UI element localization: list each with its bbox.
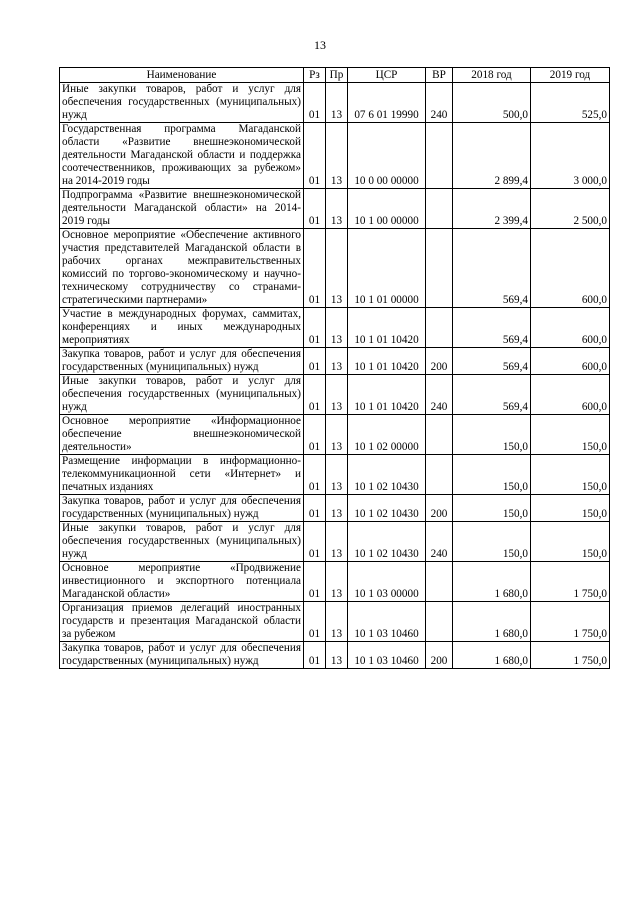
- row-pr: 13: [326, 375, 348, 415]
- row-2018: 150,0: [453, 522, 531, 562]
- row-pr: 13: [326, 123, 348, 189]
- row-name: Закупка товаров, работ и услуг для обеспечения государственных (муниципальных) нужд: [60, 642, 304, 669]
- row-pr: 13: [326, 602, 348, 642]
- row-2018: 569,4: [453, 229, 531, 308]
- row-2018: 569,4: [453, 375, 531, 415]
- row-2019: 150,0: [531, 455, 610, 495]
- table-row: [60, 415, 610, 455]
- budget-table: [59, 67, 610, 669]
- row-name: Государственная программа Магаданской области «Развитие внешнеэкономической деятельности Магаданской области и поддержка соотечественников, проживающих за рубежом» на 2014-2019 годы: [60, 123, 304, 189]
- row-pr: 13: [326, 348, 348, 375]
- table-row: [60, 522, 610, 562]
- row-2019: 150,0: [531, 415, 610, 455]
- table-row: [60, 375, 610, 415]
- row-csr: 10 1 03 10460: [348, 602, 426, 642]
- table-row: [60, 348, 610, 375]
- table-row: [60, 189, 610, 229]
- row-2019: 600,0: [531, 348, 610, 375]
- row-csr: 07 6 01 19990: [348, 83, 426, 123]
- row-2019: 3 000,0: [531, 123, 610, 189]
- row-2018: 1 680,0: [453, 562, 531, 602]
- row-pr: 13: [326, 522, 348, 562]
- row-csr: 10 1 03 10460: [348, 642, 426, 669]
- row-vr: [426, 189, 453, 229]
- row-name: Организация приемов делегаций иностранных государств и презентация Магаданской области за рубежом: [60, 602, 304, 642]
- row-rz: 01: [304, 642, 326, 669]
- row-csr: 10 1 02 10430: [348, 495, 426, 522]
- row-name: Основное мероприятие «Продвижение инвестиционного и экспортного потенциала Магаданской области»: [60, 562, 304, 602]
- row-pr: 13: [326, 495, 348, 522]
- header-rz: Рз: [304, 68, 326, 83]
- row-name: Закупка товаров, работ и услуг для обеспечения государственных (муниципальных) нужд: [60, 495, 304, 522]
- row-2019: 1 750,0: [531, 642, 610, 669]
- row-vr: [426, 123, 453, 189]
- row-pr: 13: [326, 415, 348, 455]
- header-2019: 2019 год: [531, 68, 610, 83]
- row-csr: 10 1 03 00000: [348, 562, 426, 602]
- row-vr: [426, 415, 453, 455]
- row-2018: 150,0: [453, 415, 531, 455]
- row-2018: 569,4: [453, 348, 531, 375]
- header-pr: Пр: [326, 68, 348, 83]
- row-pr: 13: [326, 562, 348, 602]
- row-rz: 01: [304, 123, 326, 189]
- row-pr: 13: [326, 229, 348, 308]
- row-2019: 600,0: [531, 229, 610, 308]
- table-row: [60, 308, 610, 348]
- row-name: Иные закупки товаров, работ и услуг для обеспечения государственных (муниципальных) нужд: [60, 83, 304, 123]
- row-2018: 500,0: [453, 83, 531, 123]
- row-csr: 10 0 00 00000: [348, 123, 426, 189]
- row-2019: 525,0: [531, 83, 610, 123]
- row-name: Иные закупки товаров, работ и услуг для обеспечения государственных (муниципальных) нужд: [60, 375, 304, 415]
- row-pr: 13: [326, 189, 348, 229]
- row-name: Иные закупки товаров, работ и услуг для обеспечения государственных (муниципальных) нужд: [60, 522, 304, 562]
- row-2019: 1 750,0: [531, 602, 610, 642]
- row-2018: 150,0: [453, 455, 531, 495]
- row-rz: 01: [304, 602, 326, 642]
- row-rz: 01: [304, 562, 326, 602]
- row-2018: 2 399,4: [453, 189, 531, 229]
- row-rz: 01: [304, 83, 326, 123]
- row-rz: 01: [304, 348, 326, 375]
- row-2019: 2 500,0: [531, 189, 610, 229]
- row-2019: 150,0: [531, 495, 610, 522]
- row-name: Подпрограмма «Развитие внешнеэкономической деятельности Магаданской области» на 2014-2019 годы: [60, 189, 304, 229]
- row-name: Закупка товаров, работ и услуг для обеспечения государственных (муниципальных) нужд: [60, 348, 304, 375]
- row-vr: 200: [426, 348, 453, 375]
- row-2018: 150,0: [453, 495, 531, 522]
- row-rz: 01: [304, 229, 326, 308]
- row-rz: 01: [304, 189, 326, 229]
- row-2018: 2 899,4: [453, 123, 531, 189]
- row-2018: 569,4: [453, 308, 531, 348]
- row-vr: 240: [426, 375, 453, 415]
- header-name: Наименование: [60, 68, 304, 83]
- row-vr: [426, 455, 453, 495]
- row-csr: 10 1 01 10420: [348, 375, 426, 415]
- table-row: [60, 455, 610, 495]
- row-2019: 150,0: [531, 522, 610, 562]
- row-rz: 01: [304, 375, 326, 415]
- row-rz: 01: [304, 308, 326, 348]
- page-number: 13: [314, 38, 326, 52]
- row-vr: [426, 229, 453, 308]
- row-rz: 01: [304, 495, 326, 522]
- row-rz: 01: [304, 522, 326, 562]
- header-vr: ВР: [426, 68, 453, 83]
- row-rz: 01: [304, 455, 326, 495]
- row-vr: [426, 308, 453, 348]
- row-pr: 13: [326, 642, 348, 669]
- row-csr: 10 1 02 10430: [348, 522, 426, 562]
- row-csr: 10 1 02 10430: [348, 455, 426, 495]
- header-2018: 2018 год: [453, 68, 531, 83]
- row-vr: 240: [426, 522, 453, 562]
- row-pr: 13: [326, 83, 348, 123]
- table-row: [60, 229, 610, 308]
- header-row: [60, 68, 610, 83]
- table-row: [60, 562, 610, 602]
- row-vr: 200: [426, 642, 453, 669]
- row-csr: 10 1 01 00000: [348, 229, 426, 308]
- table-row: [60, 83, 610, 123]
- row-vr: [426, 562, 453, 602]
- header-csr: ЦСР: [348, 68, 426, 83]
- row-csr: 10 1 01 10420: [348, 308, 426, 348]
- row-csr: 10 1 02 00000: [348, 415, 426, 455]
- table-row: [60, 123, 610, 189]
- row-vr: [426, 602, 453, 642]
- row-csr: 10 1 00 00000: [348, 189, 426, 229]
- row-2019: 1 750,0: [531, 562, 610, 602]
- table-row: [60, 602, 610, 642]
- row-name: Размещение информации в информационно-телекоммуникационной сети «Интернет» и печатных изданиях: [60, 455, 304, 495]
- row-pr: 13: [326, 308, 348, 348]
- row-2018: 1 680,0: [453, 602, 531, 642]
- row-pr: 13: [326, 455, 348, 495]
- table-row: [60, 642, 610, 669]
- row-rz: 01: [304, 415, 326, 455]
- row-name: Участие в международных форумах, саммитах, конференциях и иных международных мероприятиях: [60, 308, 304, 348]
- row-name: Основное мероприятие «Обеспечение активного участия представителей Магаданской области в рабочих органах межправительственных комиссий по торгово-экономическому и научно-техническому сотрудничеству со странами-стратегическими партнерами»: [60, 229, 304, 308]
- row-vr: 240: [426, 83, 453, 123]
- row-vr: 200: [426, 495, 453, 522]
- row-2019: 600,0: [531, 308, 610, 348]
- row-2019: 600,0: [531, 375, 610, 415]
- row-csr: 10 1 01 10420: [348, 348, 426, 375]
- table-row: [60, 495, 610, 522]
- row-name: Основное мероприятие «Информационное обеспечение внешнеэкономической деятельности»: [60, 415, 304, 455]
- row-2018: 1 680,0: [453, 642, 531, 669]
